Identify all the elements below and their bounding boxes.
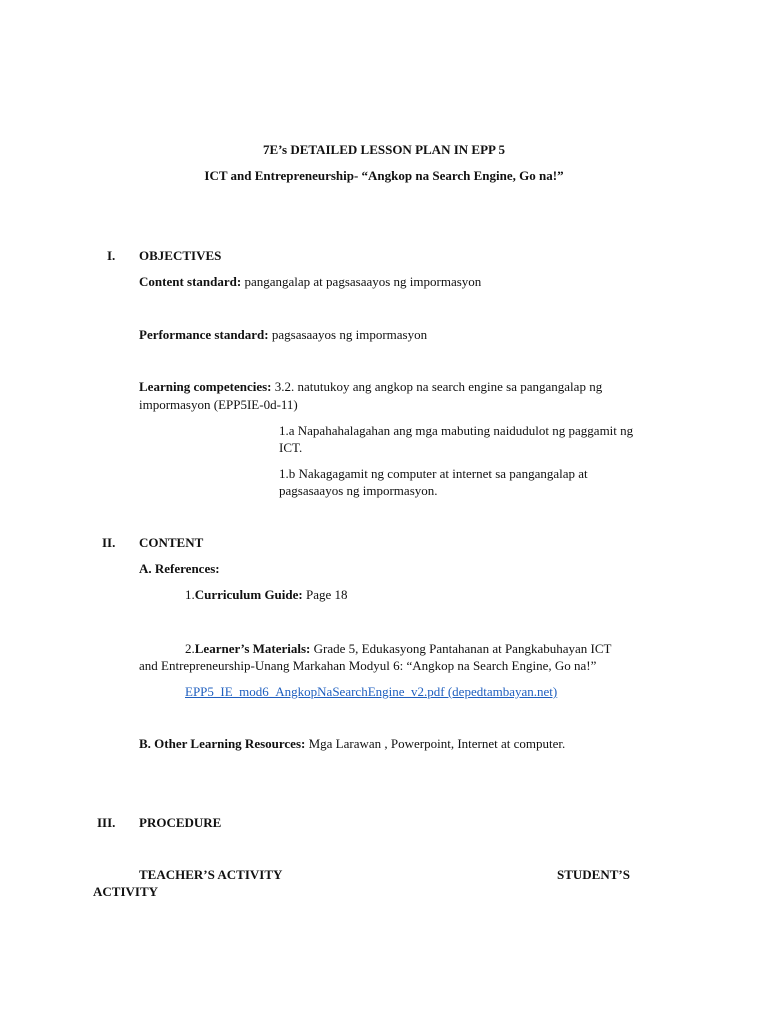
reference-2-text-cont: and Entrepreneurship-Unang Markahan Modyul 6: “Angkop na Search Engine, Go na!”: [139, 658, 597, 673]
learning-competencies-label: Learning competencies:: [139, 379, 272, 394]
objective-1b-line2: pagsasaayos ng impormasyon.: [279, 483, 438, 498]
reference-1-label: Curriculum Guide:: [194, 587, 303, 602]
content-standard-text: pangangalap at pagsasaayos ng impormasyon: [244, 274, 482, 289]
content-standard: [139, 273, 481, 290]
learning-competencies-text: 3.2. natutukoy ang angkop na search engine sa pangangalap ng: [274, 379, 603, 394]
module-pdf-link[interactable]: EPP5_IE_mod6_AngkopNaSearchEngine_v2.pdf (depedtambayan.net): [185, 684, 558, 699]
content-standard-label: Content standard:: [139, 274, 242, 289]
learning-competencies: [139, 378, 602, 395]
section-heading-procedure: PROCEDURE: [139, 815, 222, 830]
other-resources-label: B. Other Learning Resources:: [139, 736, 306, 751]
reference-2-label: Learner’s Materials:: [194, 641, 311, 656]
student-activity-heading: STUDENT’S: [557, 867, 630, 882]
reference-1-number: 1.: [185, 587, 195, 602]
other-resources-text: Mga Larawan , Powerpoint, Internet at computer.: [305, 736, 566, 751]
learning-competencies-text-cont: impormasyon (EPP5IE-0d-11): [139, 397, 298, 412]
reference-2-number: 2.: [185, 641, 195, 656]
teacher-activity-heading: TEACHER’S ACTIVITY: [139, 867, 283, 882]
other-learning-resources: [139, 735, 565, 752]
objective-1b-line1: 1.b Nakagagamit ng computer at internet sa pangangalap at: [279, 466, 588, 481]
reference-2-text: Grade 5, Edukasyong Pantahanan at Pangkabuhayan ICT: [310, 641, 612, 656]
objective-1a-line2: ICT.: [279, 440, 303, 455]
performance-standard-label: Performance standard:: [139, 327, 269, 342]
section-numeral-objectives: I.: [107, 248, 116, 263]
references-heading: A. References:: [139, 561, 220, 576]
section-heading-objectives: OBJECTIVES: [139, 248, 222, 263]
section-numeral-procedure: III.: [97, 815, 116, 830]
section-numeral-content: II.: [102, 535, 116, 550]
document-subtitle: ICT and Entrepreneurship- “Angkop na Search Engine, Go na!”: [204, 168, 564, 183]
document-title: 7E’s DETAILED LESSON PLAN IN EPP 5: [263, 142, 505, 157]
student-activity-heading-cont: ACTIVITY: [93, 884, 159, 899]
objective-1a-line1: 1.a Napahahalagahan ang mga mabuting naidudulot ng paggamit ng: [279, 423, 634, 438]
reference-learners-materials: [185, 640, 611, 657]
performance-standard: [139, 326, 427, 343]
section-heading-content: CONTENT: [139, 535, 204, 550]
performance-standard-text: pagsasaayos ng impormasyon: [271, 327, 428, 342]
reference-curriculum-guide: [185, 586, 348, 603]
reference-1-text: Page 18: [302, 587, 348, 602]
